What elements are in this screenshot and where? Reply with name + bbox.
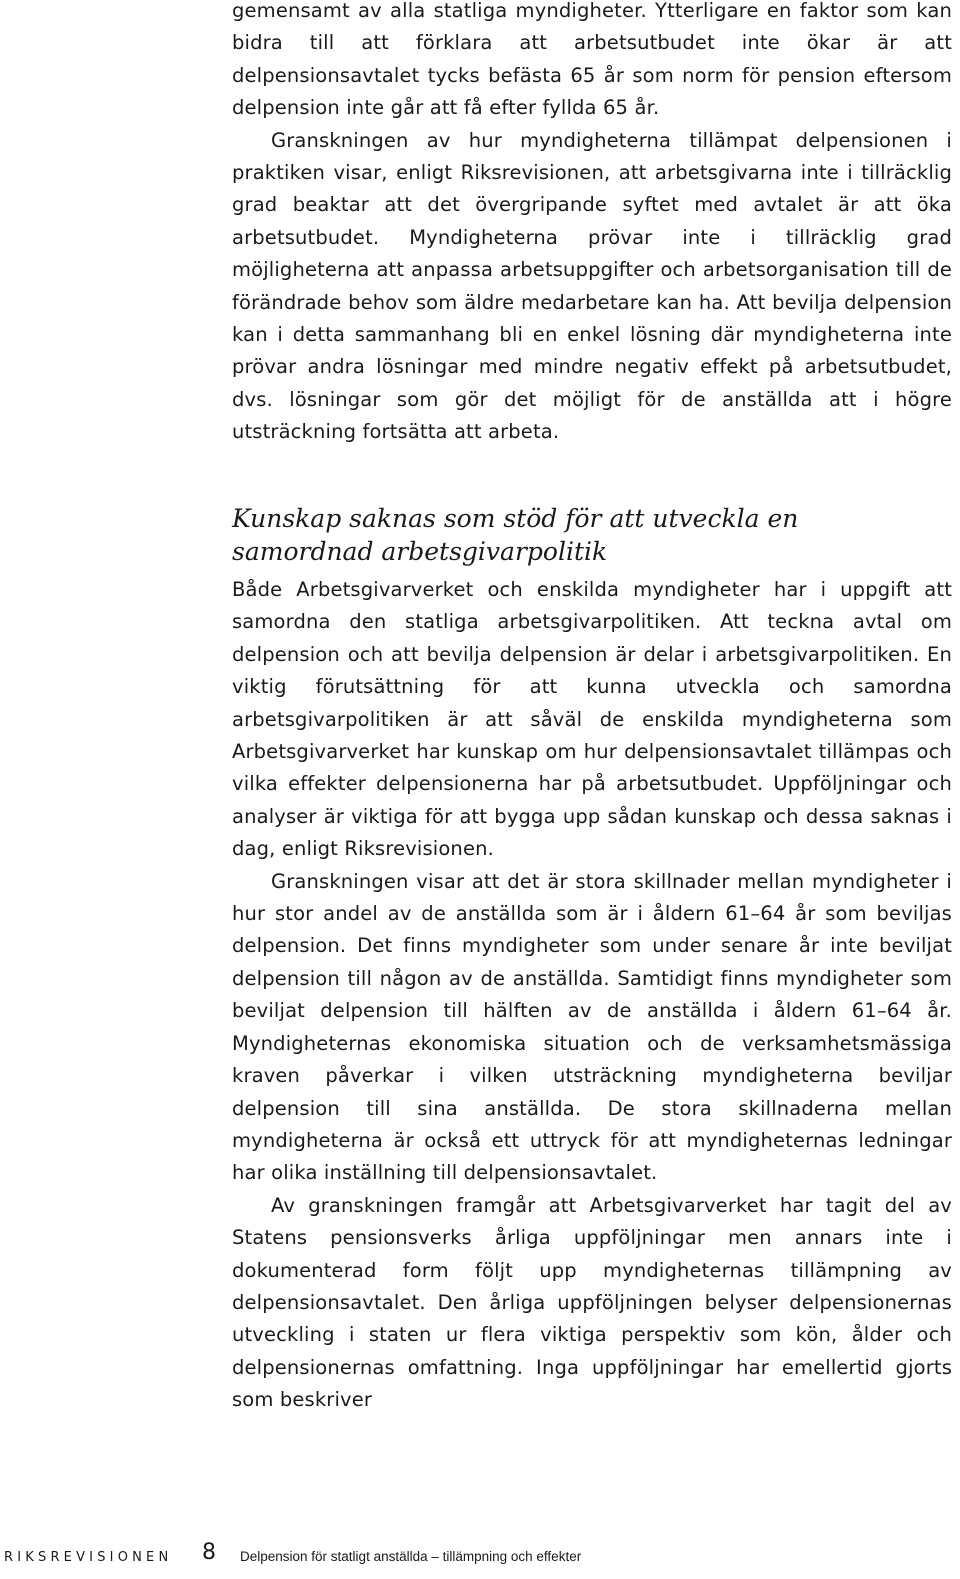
page-number: 8 [202,1540,216,1565]
footer-report-title: Delpension för statligt anställda – tillämpning och effekter [240,1549,582,1564]
footer-organization: RIKSREVISIONEN [4,1550,173,1565]
section-heading: Kunskap saknas som stöd för att utveckla en samordnad arbetsgivarpolitik [232,504,799,566]
paragraph: gemensamt av alla statliga myndigheter. Ytterligare en faktor som kan bidra till att förklara att arbetsutbudet inte ökar är att delpensionsavtalet tycks befästa 65 år som norm för pension eftersom delpension inte går att få efter fyllda 65 år. [232,0,952,120]
paragraph: Både Arbetsgivarverket och enskilda myndigheter har i uppgift att samordna den statliga arbetsgivarpolitiken. Att teckna avtal om delpension och att bevilja delpension är delar i arbetsgivarpolitiken. En viktig förutsättning för att kunna utveckla och samordna arbetsgivarpolitiken är att såväl de enskilda myndigheterna som Arbetsgivarverket har kunskap om hur delpensionsavtalet tillämpas och vilka effekter delpensionerna har på arbetsutbudet. Uppföljningar och analyser är viktiga för att bygga upp sådan kunskap och dessa saknas i dag, enligt Riksrevisionen. [232,578,952,861]
page-footer [0,1540,960,1570]
text-block-bottom [232,574,952,1417]
paragraph: Av granskningen framgår att Arbetsgivarverket har tagit del av Statens pensionsverks årliga uppföljningar men annars inte i dokumenterad form följt upp myndigheternas tillämpning av delpensionsavtalet. Den årliga uppföljningen belyser delpensionernas utveckling i staten ur flera viktiga perspektiv som kön, ålder och delpensionernas omfattning. Inga uppföljningar har emellertid gjorts som beskriver [232,1193,952,1412]
text-block-top [232,0,952,449]
paragraph: Granskningen av hur myndigheterna tillämpat delpensionen i praktiken visar, enligt Riksrevisionen, att arbetsgivarna inte i tillräcklig grad beaktar att det övergripande syftet med avtalet är att öka arbetsutbudet. Myndigheterna prövar inte i tillräcklig grad möjligheterna att anpassa arbetsuppgifter och arbetsorganisation till de förändrade behov som äldre medarbetare kan ha. Att bevilja delpension kan i detta sammanhang bli en enkel lösning där myndigheterna inte prövar andra lösningar med mindre negativ effekt på arbetsutbudet, dvs. lösningar som gör det möjligt för de anställda att i högre utsträckning fortsätta att arbeta. [232,128,952,444]
paragraph: Granskningen visar att det är stora skillnader mellan myndigheter i hur stor andel av de anställda som är i åldern 61–64 år som beviljas delpension. Det finns myndigheter som under senare år inte beviljat delpension till någon av de anställda. Samtidigt finns myndigheter som beviljat delpension till hälften av de anställda i åldern 61–64 år. Myndigheternas ekonomiska situation och de verksamhetsmässiga kraven påverkar i vilken utsträckning myndigheterna beviljar delpension till sina anställda. De stora skillnaderna mellan myndigheterna är också ett uttryck för att myndigheternas ledningar har olika inställning till delpensionsavtalet. [232,869,952,1185]
